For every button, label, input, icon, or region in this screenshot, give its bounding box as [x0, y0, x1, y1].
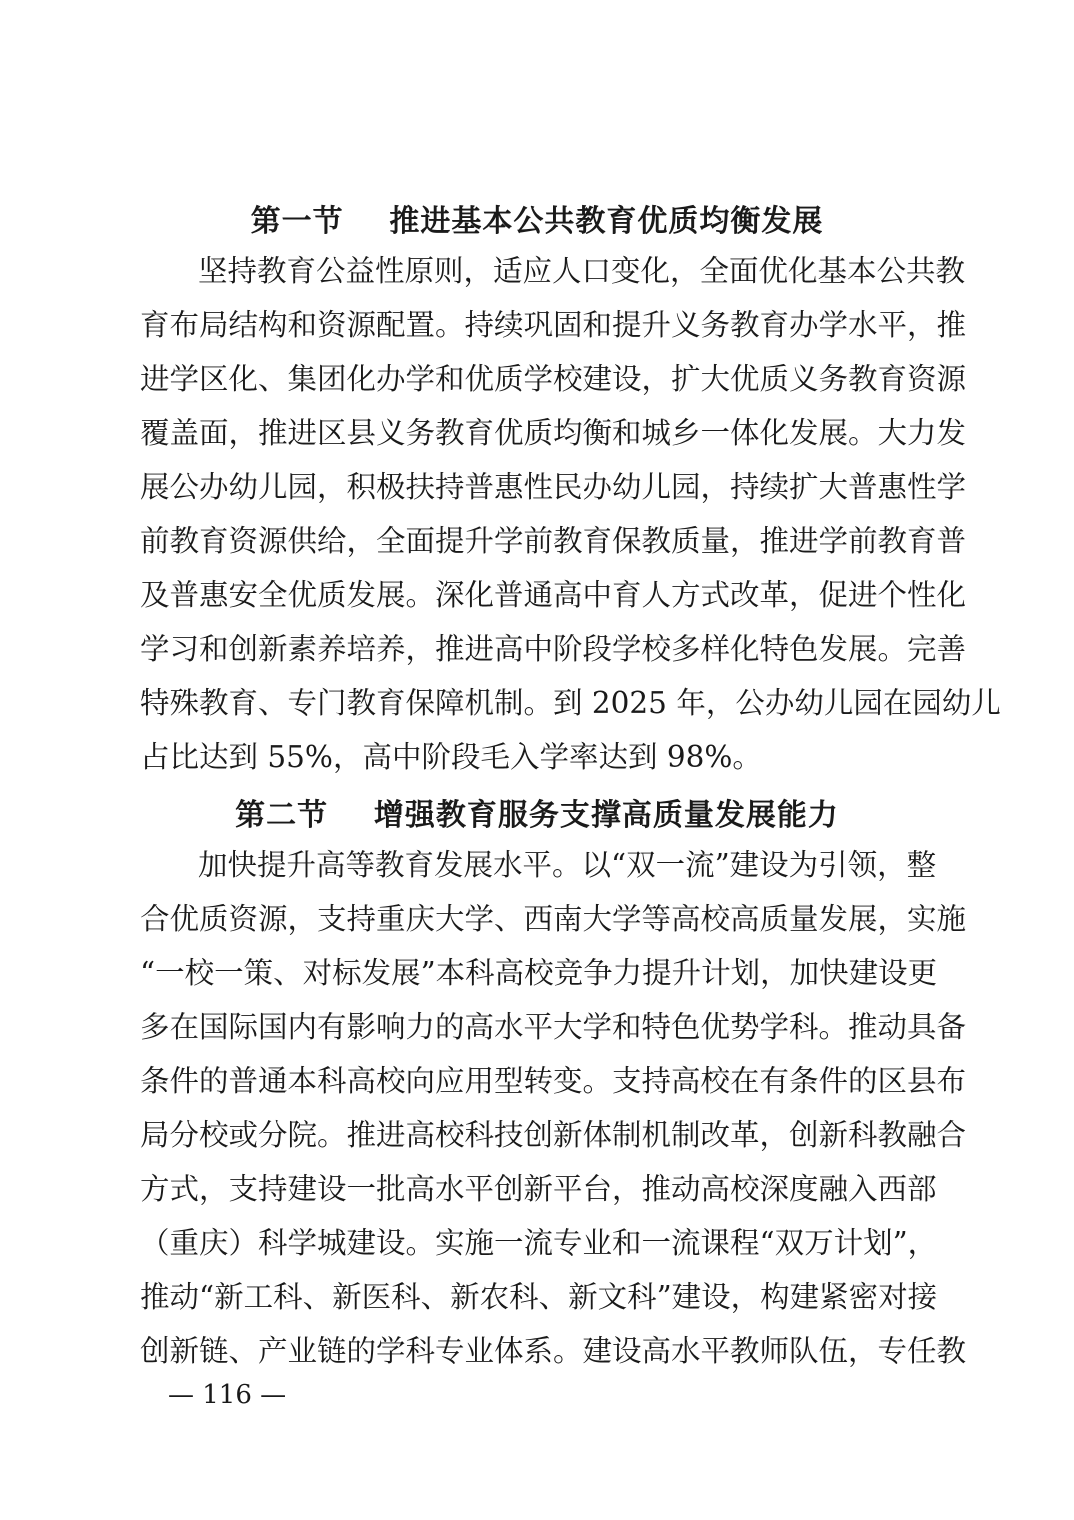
- paragraph-line: 育布局结构和资源配置。持续巩固和提升义务教育办学水平，推: [140, 308, 967, 342]
- paragraph-line: 坚持教育公益性原则，适应人口变化，全面优化基本公共教: [198, 254, 966, 288]
- paragraph-line: 推动“新工科、新医科、新农科、新文科”建设，构建紧密对接: [140, 1280, 938, 1314]
- paragraph-line: 方式，支持建设一批高水平创新平台，推动高校深度融入西部: [140, 1172, 937, 1206]
- section-1-heading: 第一节 推进基本公共教育优质均衡发展: [250, 204, 824, 239]
- paragraph-line: 特殊教育、专门教育保障机制。到 2025 年，公办幼儿园在园幼儿: [140, 686, 1001, 720]
- page-number: — 116 —: [168, 1380, 287, 1410]
- paragraph-line: 多在国际国内有影响力的高水平大学和特色优势学科。推动具备: [140, 1010, 967, 1044]
- paragraph-line: 进学区化、集团化办学和优质学校建设，扩大优质义务教育资源: [140, 362, 967, 396]
- paragraph-line: （重庆）科学城建设。实施一流专业和一流课程“双万计划”，: [140, 1226, 938, 1260]
- paragraph-line: 创新链、产业链的学科专业体系。建设高水平教师队伍，专任教: [140, 1334, 967, 1368]
- paragraph-line: “一校一策、对标发展”本科高校竞争力提升计划，加快建设更: [140, 956, 938, 990]
- paragraph-line: 学习和创新素养培养，推进高中阶段学校多样化特色发展。完善: [140, 632, 967, 666]
- paragraph-line: 加快提升高等教育发展水平。以“双一流”建设为引领，整: [198, 848, 937, 882]
- paragraph-line: 合优质资源，支持重庆大学、西南大学等高校高质量发展，实施: [140, 902, 967, 936]
- section-2-heading: 第二节 增强教育服务支撑高质量发展能力: [235, 798, 839, 833]
- paragraph-line: 局分校或分院。推进高校科技创新体制机制改革，创新科教融合: [140, 1118, 967, 1152]
- paragraph-line: 占比达到 55%，高中阶段毛入学率达到 98%。: [140, 740, 762, 774]
- paragraph-line: 展公办幼儿园，积极扶持普惠性民办幼儿园，持续扩大普惠性学: [140, 470, 967, 504]
- paragraph-line: 条件的普通本科高校向应用型转变。支持高校在有条件的区县布: [140, 1064, 967, 1098]
- paragraph-line: 及普惠安全优质发展。深化普通高中育人方式改革，促进个性化: [140, 578, 967, 612]
- paragraph-line: 前教育资源供给，全面提升学前教育保教质量，推进学前教育普: [140, 524, 967, 558]
- paragraph-line: 覆盖面，推进区县义务教育优质均衡和城乡一体化发展。大力发: [140, 416, 967, 450]
